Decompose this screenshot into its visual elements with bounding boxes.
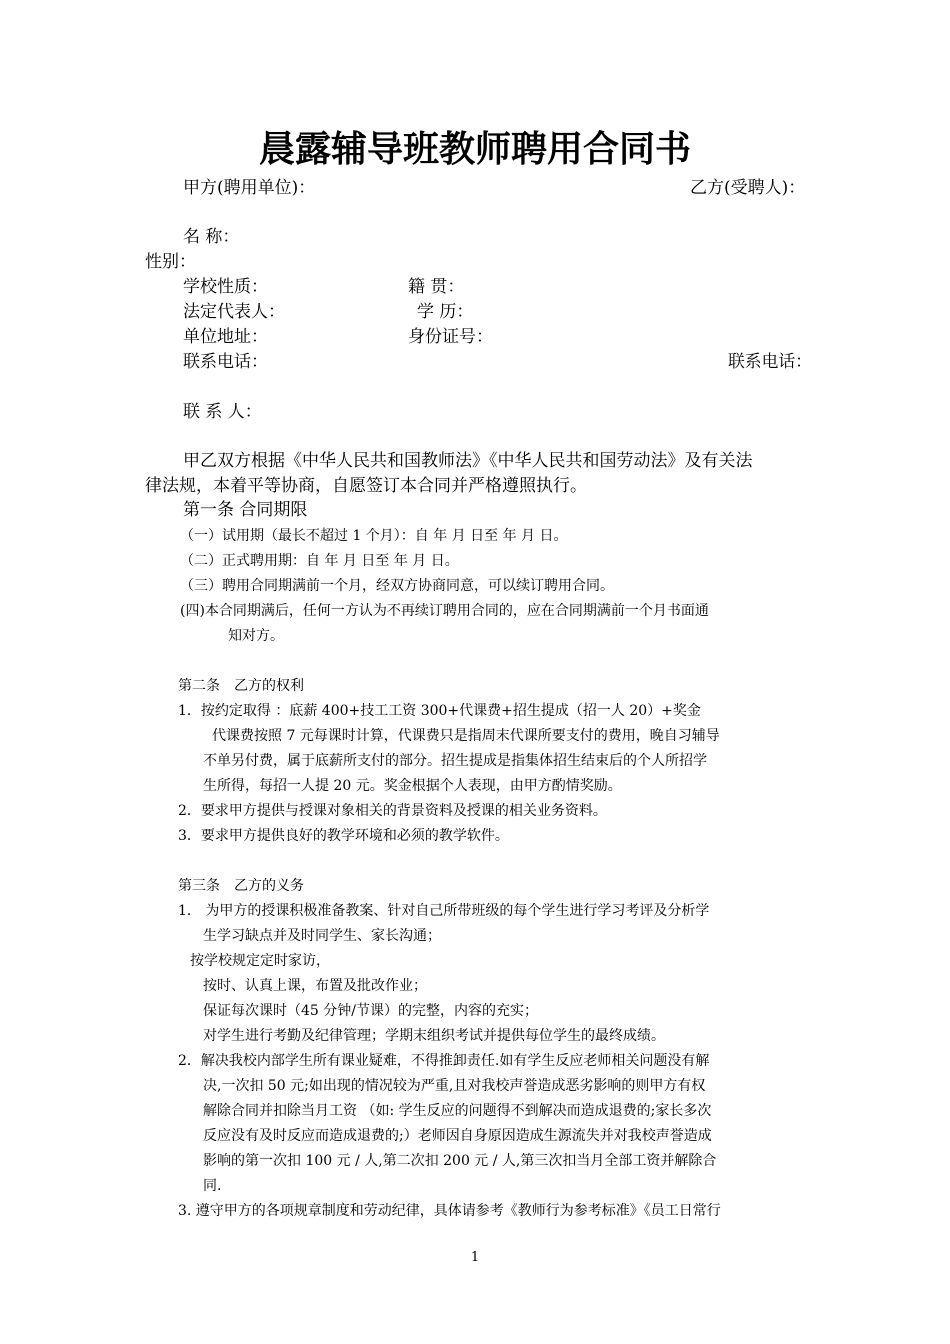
- phone-b-field: 联系电话：: [728, 352, 812, 372]
- name-field: 名 称：: [183, 227, 240, 247]
- document-title: 晨露辅导班教师聘用合同书: [258, 129, 691, 170]
- phone-a-field: 联系电话：: [183, 352, 268, 372]
- gender-field: 性别：: [145, 252, 196, 272]
- article3-line: 按学校规定定时家访，: [190, 953, 330, 969]
- article3-heading: 第三条 乙方的义务: [178, 878, 304, 894]
- article1-item: (四)本合同期满后，任何一方认为不再续订聘用合同的，应在合同期满前一个月书面通: [180, 603, 709, 619]
- party-a-label: 甲方(聘用单位)：: [183, 178, 316, 198]
- article3-line: 对学生进行考勤及纪律管理；学期末组织考试并提供每位学生的最终成绩。: [203, 1028, 665, 1044]
- article2-line: 1．按约定取得 ：底薪 400+技工工资 300+代课费+招生提成（招一人 20）+奖金: [178, 703, 701, 719]
- education-field: 学 历：: [417, 302, 474, 322]
- article3-line: 生学习缺点并及时同学生、家长沟通；: [203, 928, 441, 944]
- article2-heading: 第二条 乙方的权利: [178, 678, 304, 694]
- article2-line: 2．要求甲方提供与授课对象相关的背景资料及授课的相关业务资料。: [178, 803, 607, 819]
- article1-item: （二）正式聘用期：自 年 月 日至 年 月 日。: [180, 553, 459, 569]
- page-number: 1: [470, 1250, 480, 1265]
- article1-heading: 第一条 合同期限: [183, 500, 308, 520]
- party-b-label: 乙方(受聘人)：: [690, 178, 806, 198]
- contact-field: 联 系 人：: [183, 402, 262, 422]
- legal-rep-field: 法定代表人：: [183, 302, 285, 322]
- article3-line: 2．解决我校内部学生所有课业疑难，不得推卸责任.如有学生反应老师相关问题没有解: [178, 1053, 710, 1069]
- article3-line: 3. 遵守甲方的各项规章制度和劳动纪律，具体请参考《教师行为参考标准》《员工日常行: [178, 1203, 721, 1219]
- article3-line: 1． 为甲方的授课积极准备教案、针对自己所带班级的每个学生进行学习考评及分析学: [178, 903, 710, 919]
- article3-line: 反应没有及时反应而造成退费的;）老师因自身原因造成生源流失并对我校声誉造成: [203, 1128, 712, 1144]
- native-place-field: 籍 贯：: [408, 277, 465, 297]
- article3-line: 按时、认真上课，布置及批改作业；: [203, 978, 427, 994]
- article1-item: 知对方。: [228, 628, 284, 644]
- intro-line: 甲乙双方根据《中华人民共和国教师法》《中华人民共和国劳动法》及有关法: [183, 451, 753, 471]
- article2-line: 代课费按照 7 元每课时计算，代课费只是指周末代课所要支付的费用，晚自习辅导: [212, 728, 720, 744]
- article3-line: 决,一次扣 50 元;如出现的情况较为严重,且对我校声誉造成恶劣影响的则甲方有权: [203, 1078, 706, 1094]
- intro-line: 律法规，本着平等协商，自愿签订本合同并严格遵照执行。: [145, 476, 587, 496]
- article3-line: 保证每次课时（45 分钟/节课）的完整，内容的充实；: [203, 1003, 538, 1019]
- article1-item: （三）聘用合同期满前一个月，经双方协商同意，可以续订聘用合同。: [180, 578, 614, 594]
- address-field: 单位地址：: [183, 327, 268, 347]
- school-type-field: 学校性质：: [183, 277, 268, 297]
- article2-line: 3．要求甲方提供良好的教学环境和必须的教学软件。: [178, 828, 509, 844]
- article2-line: 生所得，每招一人提 20 元。奖金根据个人表现，由甲方酌情奖励。: [203, 778, 622, 794]
- article3-line: 解除合同并扣除当月工资 （如: 学生反应的问题得不到解决而造成退费的;家长多次: [203, 1103, 712, 1119]
- article2-line: 不单另付费，属于底薪所支付的部分。招生提成是指集体招生结束后的个人所招学: [203, 753, 707, 769]
- article1-item: （一）试用期（最长不超过 1 个月）：自 年 月 日至 年 月 日。: [180, 528, 568, 544]
- id-number-field: 身份证号：: [408, 327, 493, 347]
- article3-line: 影响的第一次扣 100 元 / 人,第二次扣 200 元 / 人,第三次扣当月全部工资并解除合: [203, 1153, 717, 1169]
- article3-line: 同.: [203, 1178, 222, 1194]
